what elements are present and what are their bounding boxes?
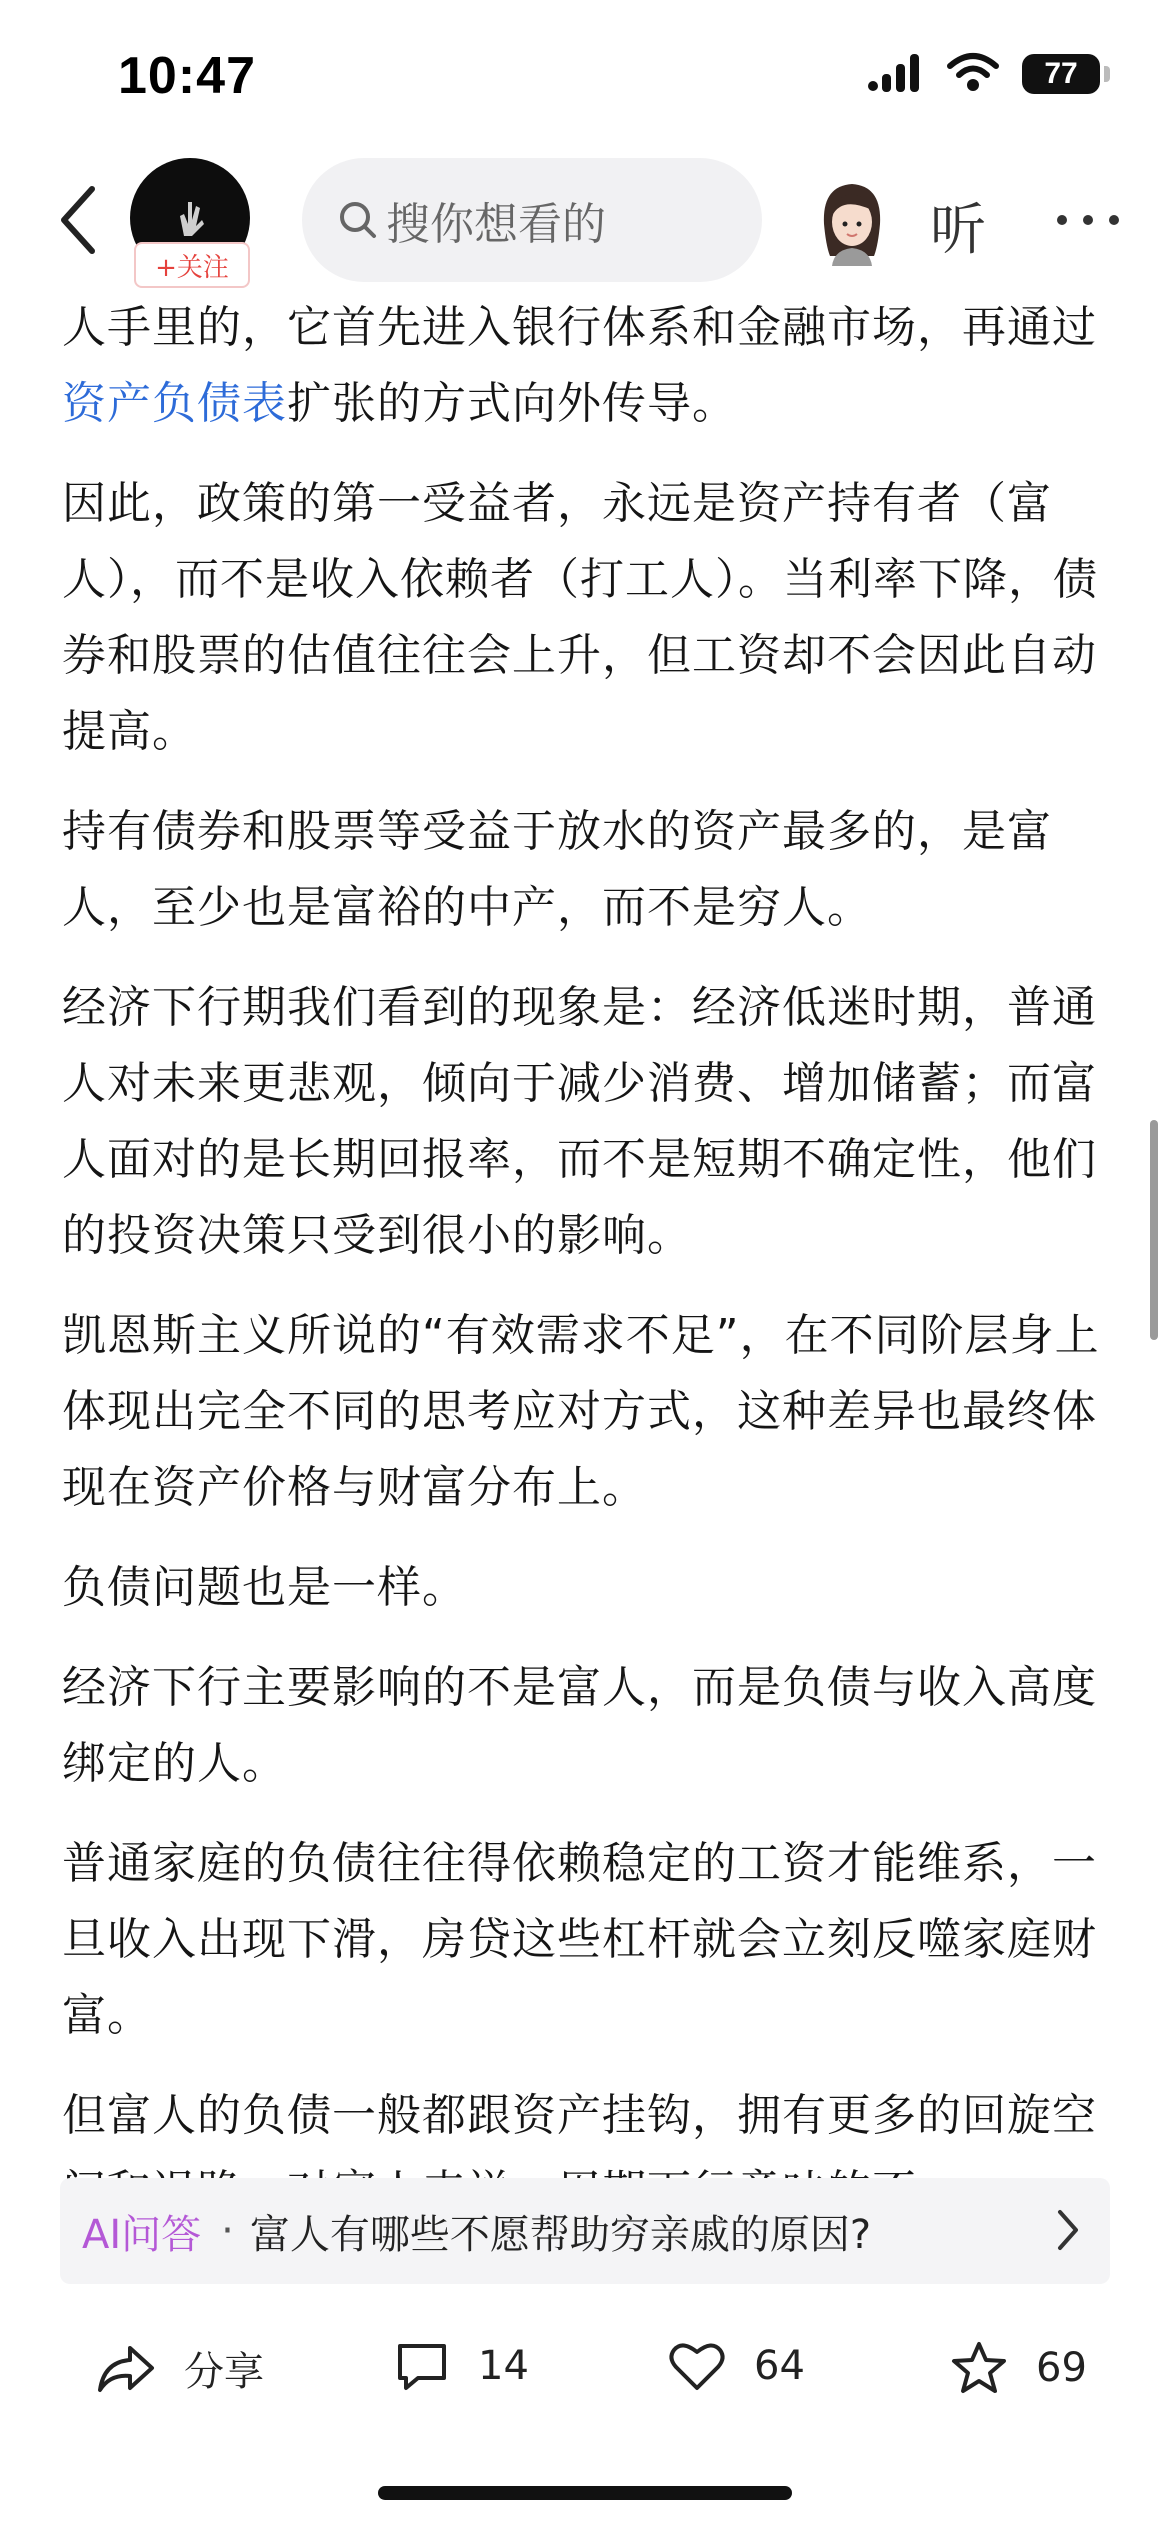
back-button[interactable] bbox=[48, 180, 108, 260]
wifi-icon bbox=[946, 52, 1000, 96]
share-icon bbox=[96, 2342, 156, 2396]
bottom-action-bar bbox=[0, 2300, 1170, 2430]
article-paragraph: 负债问题也是一样。 bbox=[62, 1562, 467, 1613]
heart-icon bbox=[668, 2340, 726, 2392]
status-icons bbox=[868, 52, 1100, 96]
hand-icon bbox=[170, 196, 210, 240]
follow-button[interactable]: +关注 bbox=[134, 242, 250, 288]
favorite-count: 69 bbox=[1036, 2345, 1087, 2391]
scrollbar[interactable] bbox=[1150, 1120, 1158, 1340]
top-nav bbox=[0, 150, 1170, 290]
more-button[interactable] bbox=[1048, 180, 1128, 260]
ai-question: 富人有哪些不愿帮助穷亲戚的原因? bbox=[249, 2211, 872, 2258]
signal-icon bbox=[868, 52, 924, 96]
separator-dot: · bbox=[221, 2208, 234, 2254]
search-bar[interactable] bbox=[302, 158, 762, 282]
ai-assistant-avatar[interactable] bbox=[812, 176, 892, 266]
home-indicator[interactable] bbox=[378, 2486, 792, 2500]
status-bar bbox=[0, 0, 1170, 150]
article-paragraph: 人手里的，它首先进入银行体系和金融市场，再通过资产负债表扩张的方式向外传导。 bbox=[62, 302, 1097, 429]
battery-icon: 77 bbox=[1022, 54, 1100, 94]
article-body bbox=[62, 290, 1112, 2160]
like-count: 64 bbox=[754, 2343, 805, 2389]
star-icon bbox=[950, 2340, 1008, 2396]
search-placeholder: 搜你想看的 bbox=[386, 199, 606, 250]
chevron-right-icon bbox=[1056, 2208, 1080, 2252]
article-paragraph: 经济下行主要影响的不是富人，而是负债与收入高度绑定的人。 bbox=[62, 1662, 1097, 1789]
article-paragraph: 凯恩斯主义所说的“有效需求不足”，在不同阶层身上体现出完全不同的思考应对方式，这种差异也最终体现在资产价格与财富分布上。 bbox=[62, 1310, 1100, 1513]
status-time: 10:47 bbox=[118, 47, 256, 105]
favorite-button[interactable] bbox=[950, 2340, 1087, 2396]
article-paragraph: 因此，政策的第一受益者，永远是资产持有者（富人），而不是收入依赖者（打工人）。当利率下降，债券和股票的估值往往会上升，但工资却不会因此自动提高。 bbox=[62, 478, 1098, 757]
ai-avatar-icon bbox=[812, 176, 892, 266]
ai-qa-bar[interactable] bbox=[60, 2178, 1110, 2284]
share-button[interactable] bbox=[96, 2340, 264, 2397]
more-icon bbox=[1055, 213, 1121, 227]
listen-button[interactable]: 听 bbox=[930, 198, 986, 263]
article-paragraph: 普通家庭的负债往往得依赖稳定的工资才能维系，一旦收入出现下滑，房贷这些杠杆就会立刻反噬家庭财富。 bbox=[62, 1838, 1097, 2041]
comment-count: 14 bbox=[478, 2343, 529, 2389]
share-label: 分享 bbox=[184, 2349, 264, 2395]
like-button[interactable] bbox=[668, 2340, 805, 2392]
comment-icon bbox=[394, 2340, 450, 2392]
article-paragraph: 持有债券和股票等受益于放水的资产最多的，是富人，至少也是富裕的中产，而不是穷人。 bbox=[62, 806, 1052, 933]
search-icon bbox=[338, 200, 378, 240]
chevron-left-icon bbox=[58, 185, 98, 255]
comment-button[interactable] bbox=[394, 2340, 529, 2392]
asset-liability-link[interactable]: 资产负债表 bbox=[62, 378, 287, 429]
author-avatar[interactable] bbox=[130, 158, 254, 282]
article-paragraph: 经济下行期我们看到的现象是：经济低迷时期，普通人对未来更悲观，倾向于减少消费、增加储蓄；而富人面对的是长期回报率，而不是短期不确定性，他们的投资决策只受到很小的影响。 bbox=[62, 982, 1097, 1261]
article-paragraph: 但富人的负债一般都跟资产挂钩，拥有更多的回旋空 bbox=[62, 2090, 1097, 2141]
ai-qa-label: AI问答 bbox=[82, 2211, 202, 2258]
